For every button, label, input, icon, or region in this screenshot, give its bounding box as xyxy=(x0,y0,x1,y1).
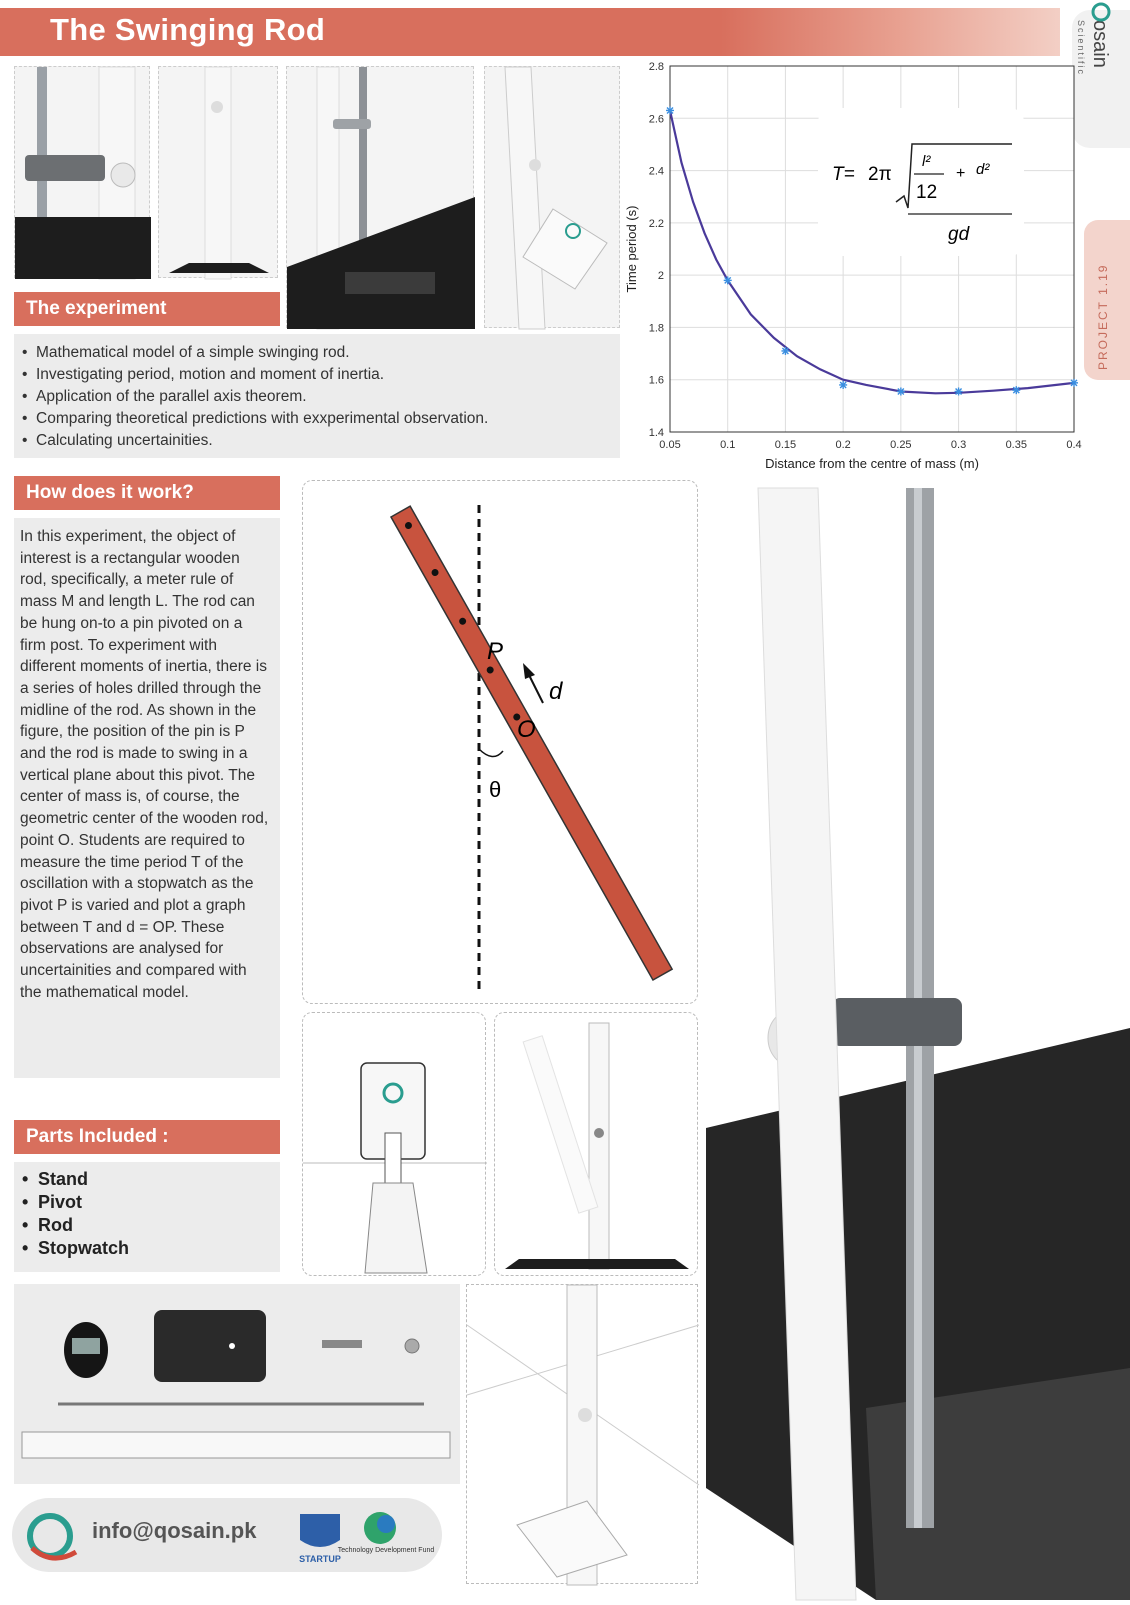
y-axis-label: Time period (s) xyxy=(624,205,639,293)
formula-num-a: l² xyxy=(922,153,931,170)
photo-rod-base xyxy=(466,1284,698,1584)
photo-stand xyxy=(286,66,474,328)
y-tick-label: 2.2 xyxy=(648,217,664,230)
photo-apparatus-large xyxy=(706,488,1130,1600)
y-tick-label: 2 xyxy=(657,270,664,283)
photo-pivot-closeup xyxy=(14,66,150,278)
tdf-text: Technology Development Fund xyxy=(337,1547,435,1554)
formula-den: gd xyxy=(948,224,970,245)
label-d: d xyxy=(549,678,563,705)
formula-lhs: T= xyxy=(832,164,855,185)
measured-point xyxy=(724,276,732,284)
x-tick-label: 0.4 xyxy=(1066,439,1082,451)
x-tick-label: 0.05 xyxy=(659,439,681,451)
qosain-logo xyxy=(22,1508,82,1564)
measured-point xyxy=(1070,379,1078,387)
x-tick-label: 0.2 xyxy=(835,439,851,451)
y-tick-label: 2.4 xyxy=(648,165,664,178)
project-tab xyxy=(1084,220,1130,380)
experiment-bullet: • Investigating period, motion and moment of inertia. xyxy=(22,364,612,386)
startup-text: STARTUP xyxy=(299,1554,341,1564)
experiment-bullet: • Application of the parallel axis theorem. xyxy=(22,386,612,408)
measured-point xyxy=(1012,386,1020,394)
contact-email[interactable]: info@qosain.pk xyxy=(92,1518,257,1543)
x-tick-label: 0.1 xyxy=(720,439,736,451)
formula-2pi: 2π xyxy=(868,164,892,185)
y-tick-label: 1.4 xyxy=(648,427,664,439)
page-title: The Swinging Rod xyxy=(50,12,326,47)
label-theta: θ xyxy=(489,777,502,802)
experiment-bullet: • Comparing theoretical predictions with exxperimental observation. xyxy=(22,408,612,430)
measured-point xyxy=(666,106,674,114)
measured-point xyxy=(781,347,789,355)
photo-pivot-plate xyxy=(302,1012,486,1276)
brand-name: osain xyxy=(1089,20,1111,68)
formula-plus: + xyxy=(956,165,966,182)
x-tick-label: 0.3 xyxy=(950,439,967,451)
formula-den-a: 12 xyxy=(916,182,938,203)
formula-num-b: d² xyxy=(976,161,990,178)
x-tick-label: 0.25 xyxy=(890,439,912,451)
formula-box xyxy=(818,108,1024,256)
brand-sub: Scientific xyxy=(1076,20,1086,77)
project-label: PROJECT 1.19 xyxy=(1096,263,1110,370)
measured-point xyxy=(897,387,905,395)
rod-diagram xyxy=(302,480,698,1004)
y-tick-label: 1.8 xyxy=(648,322,664,335)
tdf-logo xyxy=(337,1506,435,1566)
measured-point xyxy=(955,387,963,395)
startup-logo xyxy=(290,1506,350,1566)
measured-point xyxy=(839,381,847,389)
label-p: P xyxy=(487,638,504,665)
photo-parts-kit xyxy=(14,1284,460,1484)
parts-box xyxy=(14,1162,280,1272)
photo-base-plate xyxy=(484,66,620,328)
brand-logo xyxy=(1072,10,1130,148)
y-tick-label: 2.6 xyxy=(648,113,664,126)
x-axis-label: Distance from the centre of mass (m) xyxy=(765,456,979,471)
experiment-bullet: • Calculating uncertainities. xyxy=(22,430,612,452)
y-tick-label: 1.6 xyxy=(648,374,664,387)
experiment-heading: The experiment xyxy=(14,292,280,326)
part-item: • Stopwatch xyxy=(22,1237,272,1260)
experiment-bullet: • Mathematical model of a simple swinging rod. xyxy=(22,342,612,364)
photo-swinging-rod xyxy=(494,1012,698,1276)
label-o: O xyxy=(517,716,536,743)
y-tick-label: 2.8 xyxy=(648,61,664,73)
parts-heading: Parts Included : xyxy=(14,1120,280,1154)
experiment-box xyxy=(14,334,620,458)
x-tick-label: 0.35 xyxy=(1005,439,1027,451)
part-item: • Pivot xyxy=(22,1191,272,1214)
part-item: • Rod xyxy=(22,1214,272,1237)
x-tick-label: 0.15 xyxy=(774,439,797,451)
how-text: In this experiment, the object of interest is a rectangular wooden rod, specifically, a meter rule of mass M and length L. The rod can be hung on-to a pin pivoted on a firm post. To experiment with different moments of inertia, there is a series of holes drilled through the midline of the rod. As shown in the figure, the position of the pin is P and the rod is made to swing in a vertical plane about this pivot. The center of mass is, of course, the geometric center of the wooden rod, point O. Students are required to measure the time period T of the oscillation with a stopwatch as the pivot P is varied and plot a graph between T and d = OP. These observations are analysed for uncertainities and compared with the mathematical model. xyxy=(14,518,280,1078)
how-heading: How does it work? xyxy=(14,476,280,510)
photo-rod-front xyxy=(158,66,278,278)
part-item: • Stand xyxy=(22,1168,272,1191)
